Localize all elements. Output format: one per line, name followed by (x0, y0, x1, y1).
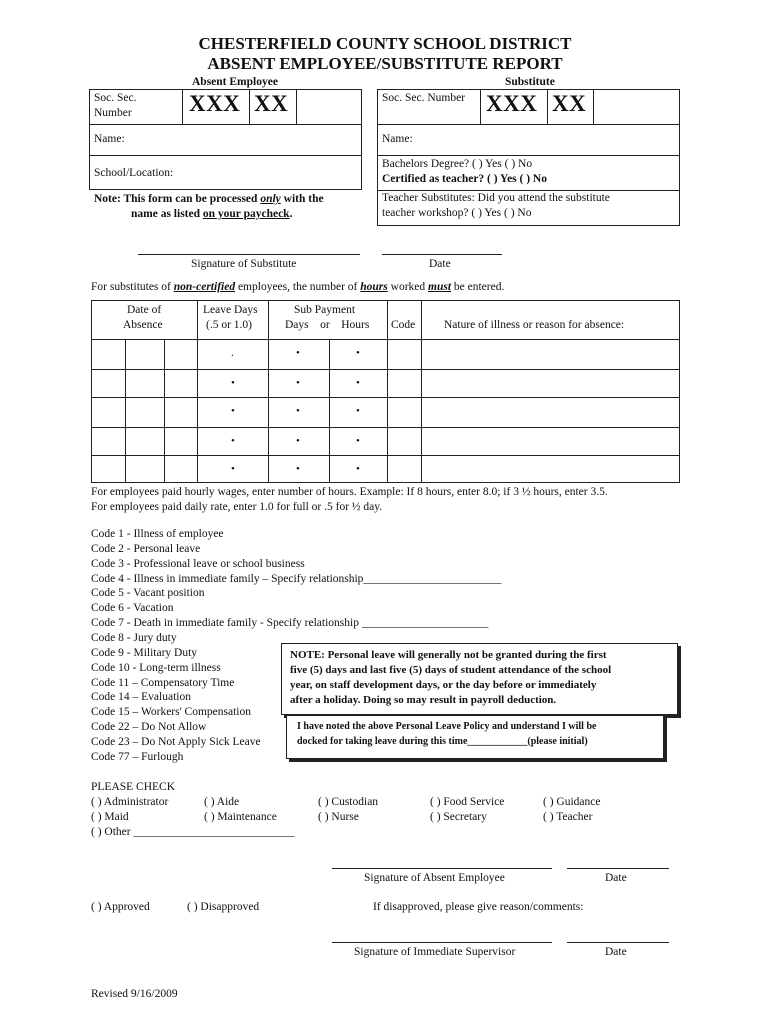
divider (89, 155, 362, 156)
paycheck-note: Note: This form can be processed only with the (94, 193, 324, 205)
policy-line: five (5) days and last five (5) days of student attendance of the school (290, 664, 612, 676)
absent-ssn-mask-2: XX (254, 91, 289, 116)
checkbox-administrator[interactable]: ( ) Administrator (91, 796, 169, 808)
checkbox-secretary[interactable]: ( ) Secretary (430, 811, 487, 823)
absent-ssn-mask-1: XXX (189, 91, 241, 116)
policy-line: NOTE: Personal leave will generally not be granted during the first (290, 649, 607, 661)
ack-line: docked for taking leave during this time____________(please initial) (297, 736, 588, 747)
header-sub-payment: Sub Payment (294, 304, 356, 316)
header-days-or-hours: Days or Hours (285, 319, 370, 331)
personal-leave-policy-note (281, 643, 678, 715)
checkbox-disapproved[interactable]: ( ) Disapproved (187, 901, 260, 913)
leave-days-decimal: • (231, 463, 235, 475)
leave-days-decimal: • (231, 405, 235, 417)
substitute-ssn-mask-2: XX (552, 91, 587, 116)
workshop-checkbox[interactable]: teacher workshop? ( ) Yes ( ) No (382, 207, 532, 219)
absent-ssn-label-2: Number (94, 107, 132, 119)
code-item: Code 6 - Vacation (91, 602, 174, 615)
header-date-of: Date of (127, 304, 162, 316)
hours-decimal: • (356, 435, 360, 447)
absent-ssn-label: Soc. Sec. (94, 92, 137, 104)
table-divider (164, 339, 165, 483)
hours-decimal: • (356, 463, 360, 475)
days-decimal: • (296, 435, 300, 447)
absent-school-field[interactable] (185, 157, 360, 189)
certified-teacher-checkbox[interactable]: Certified as teacher? ( ) Yes ( ) No (382, 173, 547, 185)
substitute-ssn-label: Soc. Sec. Number (382, 92, 466, 104)
daily-instruction: For employees paid daily rate, enter 1.0 for full or .5 for ½ day. (91, 501, 383, 513)
code-item: Code 8 - Jury duty (91, 631, 177, 644)
checkbox-maintenance[interactable]: ( ) Maintenance (204, 811, 277, 823)
policy-line: after a holiday. Doing so may result in payroll deduction. (290, 694, 557, 706)
substitute-signature-label: Signature of Substitute (191, 258, 297, 270)
absent-school-label: School/Location: (94, 167, 174, 179)
form-title: CHESTERFIELD COUNTY SCHOOL DISTRICT (198, 34, 572, 53)
substitute-name-field[interactable] (420, 126, 678, 154)
code-item: Code 11 – Compensatory Time (91, 676, 235, 689)
code-item: Code 15 – Workers' Compensation (91, 706, 252, 719)
hours-instruction: For substitutes of non-certified employees, the number of hours worked must be entered. (91, 281, 505, 293)
divider (547, 89, 548, 124)
ack-line: I have noted the above Personal Leave Policy and understand I will be (297, 721, 597, 732)
divider (249, 89, 250, 124)
table-divider (125, 339, 126, 483)
table-divider (421, 300, 422, 483)
header-leave-days: Leave Days (203, 304, 258, 316)
policy-line: year, on staff development days, or the day before or immediately (290, 679, 597, 691)
absent-date-line[interactable] (567, 868, 669, 869)
hours-decimal: • (356, 405, 360, 417)
table-divider (268, 300, 269, 483)
code-item: Code 7 - Death in immediate family - Specify relationship ______________________ (91, 617, 489, 630)
days-decimal: • (296, 347, 300, 359)
absent-name-field[interactable] (135, 126, 360, 154)
code-item: Code 3 - Professional leave or school business (91, 557, 305, 570)
days-decimal: • (296, 463, 300, 475)
checkbox-food-service[interactable]: ( ) Food Service (430, 796, 505, 808)
please-check-title: PLEASE CHECK (91, 781, 176, 793)
absent-signature-line[interactable] (332, 868, 552, 869)
substitute-ssn-last4-field[interactable] (594, 90, 679, 123)
code-item: Code 77 – Furlough (91, 750, 184, 763)
form-subtitle: ABSENT EMPLOYEE/SUBSTITUTE REPORT (207, 54, 563, 73)
bachelors-degree-checkbox[interactable]: Bachelors Degree? ( ) Yes ( ) No (382, 158, 533, 170)
days-decimal: • (296, 405, 300, 417)
code-item: Code 4 - Illness in immediate family – Specify relationship________________________ (91, 572, 502, 585)
substitute-date-label: Date (429, 258, 451, 270)
code-item: Code 2 - Personal leave (91, 542, 201, 555)
leave-days-decimal: . (231, 347, 234, 359)
hours-decimal: • (356, 377, 360, 389)
table-divider (91, 455, 680, 456)
hourly-instruction: For employees paid hourly wages, enter number of hours. Example: If 8 hours, enter 8.0; if 3 ½ hours, enter 3.5. (91, 486, 608, 498)
divider (377, 155, 680, 156)
table-divider (197, 300, 198, 483)
absent-ssn-last4-field[interactable] (297, 90, 361, 123)
table-divider (91, 369, 680, 370)
code-item: Code 9 - Military Duty (91, 646, 198, 659)
table-divider (387, 300, 388, 483)
table-divider (91, 339, 680, 340)
code-item: Code 5 - Vacant position (91, 587, 205, 600)
revision-date: Revised 9/16/2009 (91, 988, 178, 1000)
table-divider (329, 339, 330, 483)
code-item: Code 23 – Do Not Apply Sick Leave (91, 735, 261, 748)
header-leave-range: (.5 or 1.0) (206, 319, 252, 331)
checkbox-maid[interactable]: ( ) Maid (91, 811, 129, 823)
substitute-heading: Substitute (505, 76, 555, 88)
substitute-signature-line[interactable] (138, 254, 360, 255)
substitute-ssn-mask-1: XXX (486, 91, 538, 116)
divider (182, 89, 183, 124)
header-absence: Absence (123, 319, 163, 331)
days-decimal: • (296, 377, 300, 389)
table-divider (91, 397, 680, 398)
absent-signature-label: Signature of Absent Employee (364, 872, 505, 884)
paycheck-note-line2: name as listed on your paycheck. (131, 208, 293, 220)
header-nature: Nature of illness or reason for absence: (444, 319, 625, 331)
leave-days-decimal: • (231, 377, 235, 389)
checkbox-guidance[interactable]: ( ) Guidance (543, 796, 601, 808)
code-item: Code 10 - Long-term illness (91, 661, 221, 674)
checkbox-custodian[interactable]: ( ) Custodian (318, 796, 379, 808)
checkbox-other[interactable]: ( ) Other ____________________________ (91, 826, 295, 838)
code-item: Code 14 – Evaluation (91, 691, 191, 704)
table-divider (91, 427, 680, 428)
hours-decimal: • (356, 347, 360, 359)
checkbox-nurse[interactable]: ( ) Nurse (318, 811, 359, 823)
checkbox-teacher[interactable]: ( ) Teacher (543, 811, 593, 823)
substitute-name-label: Name: (382, 133, 413, 145)
supervisor-date-label: Date (605, 946, 627, 958)
checkbox-aide[interactable]: ( ) Aide (204, 796, 240, 808)
supervisor-signature-line[interactable] (332, 942, 552, 943)
header-code: Code (391, 319, 416, 331)
disapproval-reason-label: If disapproved, please give reason/comments: (373, 901, 584, 913)
absent-date-label: Date (605, 872, 627, 884)
checkbox-approved[interactable]: ( ) Approved (91, 901, 150, 913)
supervisor-signature-label: Signature of Immediate Supervisor (354, 946, 516, 958)
code-item: Code 1 - Illness of employee (91, 528, 224, 540)
substitute-date-line[interactable] (382, 254, 502, 255)
supervisor-date-line[interactable] (567, 942, 669, 943)
code-item: Code 22 – Do Not Allow (91, 721, 207, 734)
workshop-question: Teacher Substitutes: Did you attend the substitute (382, 192, 610, 204)
initial-acknowledgement-box[interactable] (286, 715, 664, 759)
absent-name-label: Name: (94, 133, 125, 145)
divider (89, 124, 362, 125)
leave-days-decimal: • (231, 435, 235, 447)
divider (377, 124, 680, 125)
divider (480, 89, 481, 124)
absent-employee-heading: Absent Employee (192, 76, 278, 88)
